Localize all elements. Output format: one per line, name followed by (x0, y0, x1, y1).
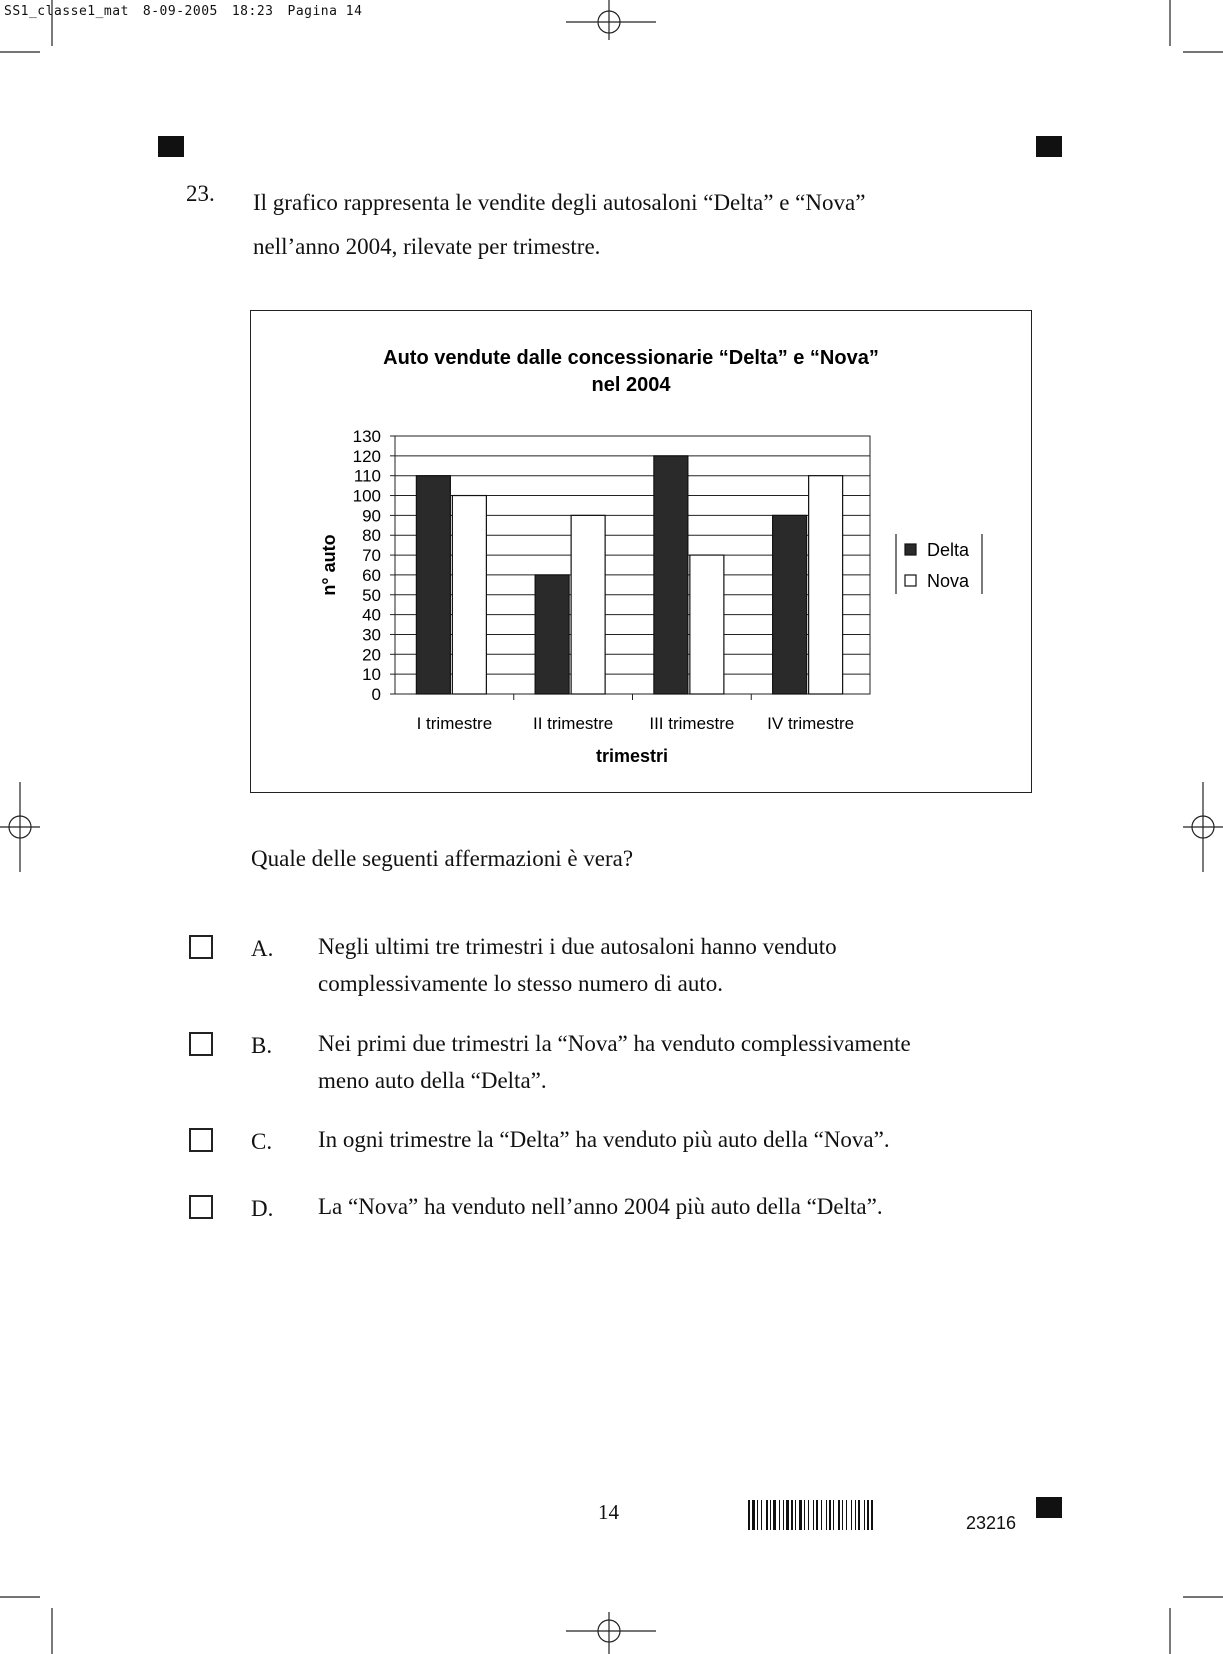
barcode-bar (858, 1500, 860, 1530)
x-tick-label: I trimestre (416, 714, 493, 733)
chart-title-line2: nel 2004 (591, 374, 671, 396)
barcode-bar (821, 1500, 822, 1530)
y-tick-label: 50 (362, 585, 381, 605)
option-text-line2: meno auto della “Delta”. (318, 1068, 547, 1093)
option-text-line1: Nei primi due trimestri la “Nova” ha venduto complessivamente (318, 1031, 911, 1056)
y-tick-label: 10 (362, 665, 381, 685)
question-intro-line2: nell’anno 2004, rilevate per trimestre. (253, 234, 601, 259)
barcode-bar (855, 1500, 856, 1530)
bar-delta-3 (654, 456, 688, 694)
barcode (748, 1500, 948, 1532)
y-tick-label: 0 (371, 685, 381, 704)
x-tick-label: IV trimestre (767, 714, 855, 733)
barcode-bar (752, 1500, 755, 1530)
barcode-bar (770, 1500, 771, 1530)
bar-nova-4 (809, 476, 843, 694)
question-number: 23. (186, 181, 215, 206)
option-text (318, 1025, 1038, 1099)
barcode-bar (842, 1500, 843, 1530)
barcode-bar (813, 1500, 814, 1530)
y-tick-label: 80 (362, 526, 381, 546)
barcode-bar (757, 1500, 758, 1530)
barcode-bar (766, 1500, 768, 1530)
option-checkbox-c[interactable] (189, 1128, 213, 1152)
option-text (318, 928, 1038, 1002)
y-tick-label: 130 (352, 427, 381, 446)
barcode-bar (816, 1500, 818, 1530)
barcode-bar (786, 1500, 789, 1530)
y-tick-label: 110 (353, 466, 381, 486)
barcode-bar (795, 1500, 796, 1530)
bar-nova-3 (690, 555, 724, 694)
chart-xlabel: trimestri (595, 746, 669, 766)
y-tick-label: 70 (362, 546, 381, 566)
barcode-bar (846, 1500, 847, 1530)
barcode-bar (791, 1500, 793, 1530)
barcode-bar (779, 1500, 780, 1530)
barcode-bar (804, 1500, 805, 1530)
y-tick-label: 60 (362, 565, 381, 585)
header-date: 8-09-2005 (142, 4, 218, 19)
header-page: Pagina 14 (287, 4, 363, 19)
option-letter: A. (251, 936, 274, 961)
legend-label-nova: Nova (927, 571, 970, 591)
header-filename: SS1_classe1_mat (4, 4, 129, 19)
legend-swatch-delta (905, 544, 916, 555)
chart-legend (896, 534, 982, 594)
option-checkbox-a[interactable] (189, 935, 213, 959)
barcode-bar (867, 1500, 869, 1530)
y-tick-label: 100 (352, 486, 381, 506)
option-text (318, 1121, 1038, 1158)
barcode-bar (864, 1500, 865, 1530)
x-tick-label: II trimestre (532, 714, 614, 733)
barcode-bar (833, 1500, 834, 1530)
barcode-bar (808, 1500, 809, 1530)
option-letter: B. (251, 1033, 273, 1058)
option-text-line1: La “Nova” ha venduto nell’anno 2004 più auto della “Delta”. (318, 1194, 883, 1219)
option-letter: C. (251, 1129, 273, 1154)
y-tick-label: 20 (362, 645, 381, 665)
bar-delta-4 (773, 515, 807, 694)
y-tick-label: 90 (362, 506, 381, 526)
option-checkbox-d[interactable] (189, 1195, 213, 1219)
bar-delta-2 (535, 575, 569, 694)
barcode-bar (871, 1500, 873, 1530)
header-time: 18:23 (231, 4, 274, 19)
option-text (318, 1188, 1038, 1225)
question-prompt: Quale delle seguenti affermazioni è vera? (251, 846, 634, 871)
barcode-bar (748, 1500, 750, 1530)
barcode-bar (761, 1500, 762, 1530)
chart-title-line1: Auto vendute dalle concessionarie “Delta” e “Nova” (383, 347, 879, 369)
barcode-bar (829, 1500, 831, 1530)
bar-nova-1 (452, 496, 486, 694)
y-tick-label: 40 (362, 605, 381, 625)
barcode-bar (773, 1500, 776, 1530)
question-intro-line1: Il grafico rappresenta le vendite degli autosaloni “Delta” e “Nova” (253, 190, 866, 215)
bar-nova-2 (571, 515, 605, 694)
barcode-bar (838, 1500, 840, 1530)
barcode-bar (783, 1500, 784, 1530)
barcode-number: 23216 (966, 1513, 1017, 1533)
option-text-line1: Negli ultimi tre trimestri i due autosaloni hanno venduto (318, 934, 837, 959)
option-text-line1: In ogni trimestre la “Delta” ha venduto più auto della “Nova”. (318, 1127, 890, 1152)
x-tick-label: III trimestre (649, 714, 735, 733)
barcode-bar (851, 1500, 852, 1530)
barcode-bar (826, 1500, 827, 1530)
y-tick-label: 120 (352, 446, 381, 466)
page-number: 14 (598, 1500, 619, 1524)
barcode-bar (799, 1500, 802, 1530)
option-checkbox-b[interactable] (189, 1032, 213, 1056)
legend-label-delta: Delta (927, 540, 970, 560)
chart-ylabel: n° auto (319, 534, 339, 596)
legend-swatch-nova (905, 575, 916, 586)
option-letter: D. (251, 1196, 274, 1221)
option-text-line2: complessivamente lo stesso numero di auto. (318, 971, 723, 996)
bar-delta-1 (416, 476, 450, 694)
y-tick-label: 30 (362, 625, 381, 645)
